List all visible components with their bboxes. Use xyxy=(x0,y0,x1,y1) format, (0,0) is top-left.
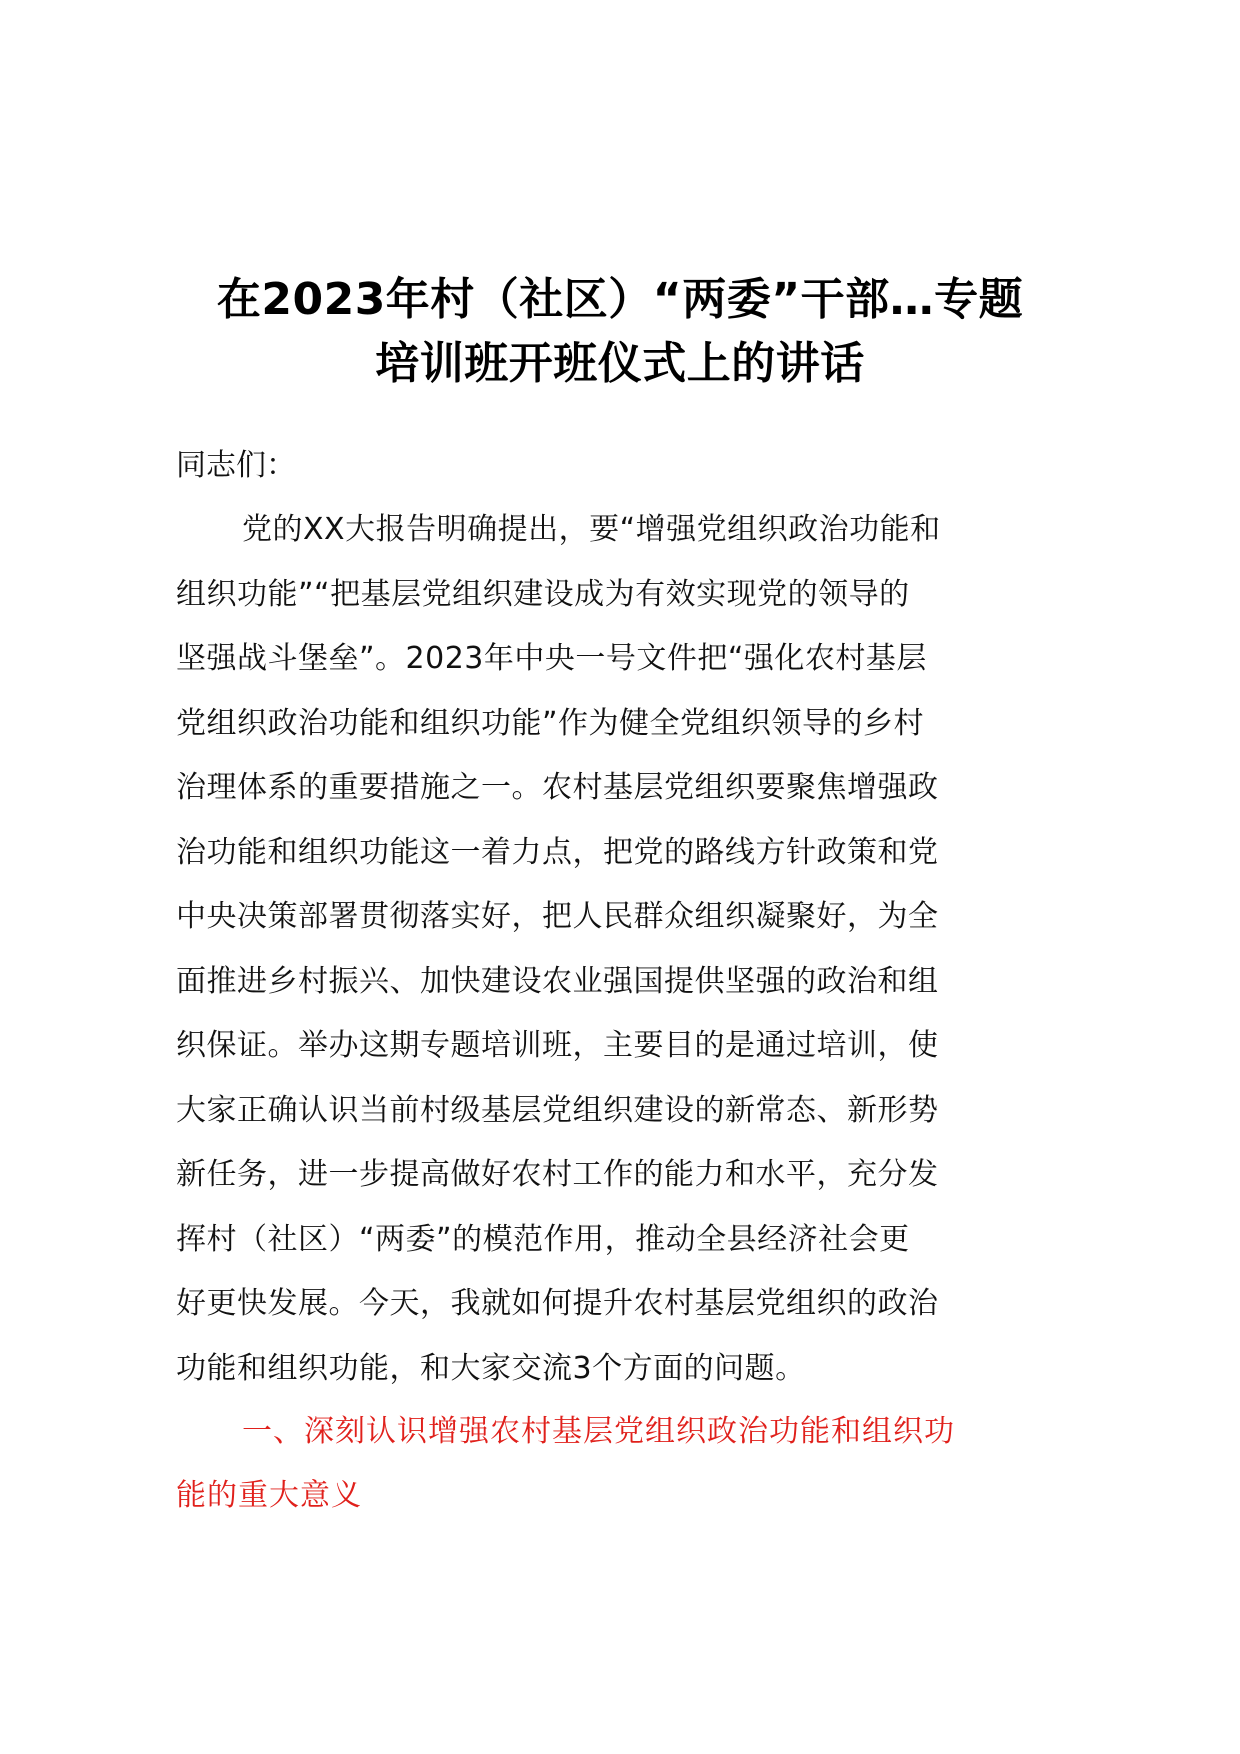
paragraph-line: 坚强战斗堡垒”。2023年中央一号文件把“强化农村基层 xyxy=(176,641,927,676)
title-line-1: 在2023年村（社区）“两委”干部…专题 xyxy=(216,274,1024,325)
paragraph-line: 挥村（社区）“两委”的模范作用，推动全县经济社会更 xyxy=(176,1221,910,1257)
paragraph-line: 组织功能”“把基层党组织建设成为有效实现党的领导的 xyxy=(176,576,910,612)
paragraph-line: 好更快发展。今天，我就如何提升农村基层党组织的政治 xyxy=(176,1286,939,1321)
paragraph-line: 党的XX大报告明确提出，要“增强党组织政治功能和 xyxy=(242,512,941,547)
body-paragraph xyxy=(176,498,1098,1401)
paragraph-line: 织保证。举办这期专题培训班，主要目的是通过培训，使 xyxy=(176,1028,939,1063)
paragraph-line: 中央决策部署贯彻落实好，把人民群众组织凝聚好，为全 xyxy=(176,899,939,934)
document-title xyxy=(150,268,1090,396)
paragraph-line: 大家正确认识当前村级基层党组织建设的新常态、新形势 xyxy=(176,1092,939,1128)
section-heading-line-2: 能的重大意义 xyxy=(176,1478,362,1513)
section-heading-line-1: 一、深刻认识增强农村基层党组织政治功能和组织功 xyxy=(242,1414,955,1449)
section-heading xyxy=(176,1400,1098,1528)
paragraph-line: 功能和组织功能，和大家交流3个方面的问题。 xyxy=(176,1350,806,1386)
paragraph-line: 新任务，进一步提高做好农村工作的能力和水平，充分发 xyxy=(176,1157,939,1192)
paragraph-line: 治功能和组织功能这一着力点，把党的路线方针政策和党 xyxy=(176,834,939,870)
paragraph-line: 治理体系的重要措施之一。农村基层党组织要聚焦增强政 xyxy=(176,770,939,805)
salutation: 同志们： xyxy=(176,448,296,483)
paragraph-line: 党组织政治功能和组织功能”作为健全党组织领导的乡村 xyxy=(176,705,925,741)
paragraph-line: 面推进乡村振兴、加快建设农业强国提供坚强的政治和组 xyxy=(176,963,939,999)
title-line-2: 培训班开班仪式上的讲话 xyxy=(375,338,865,389)
